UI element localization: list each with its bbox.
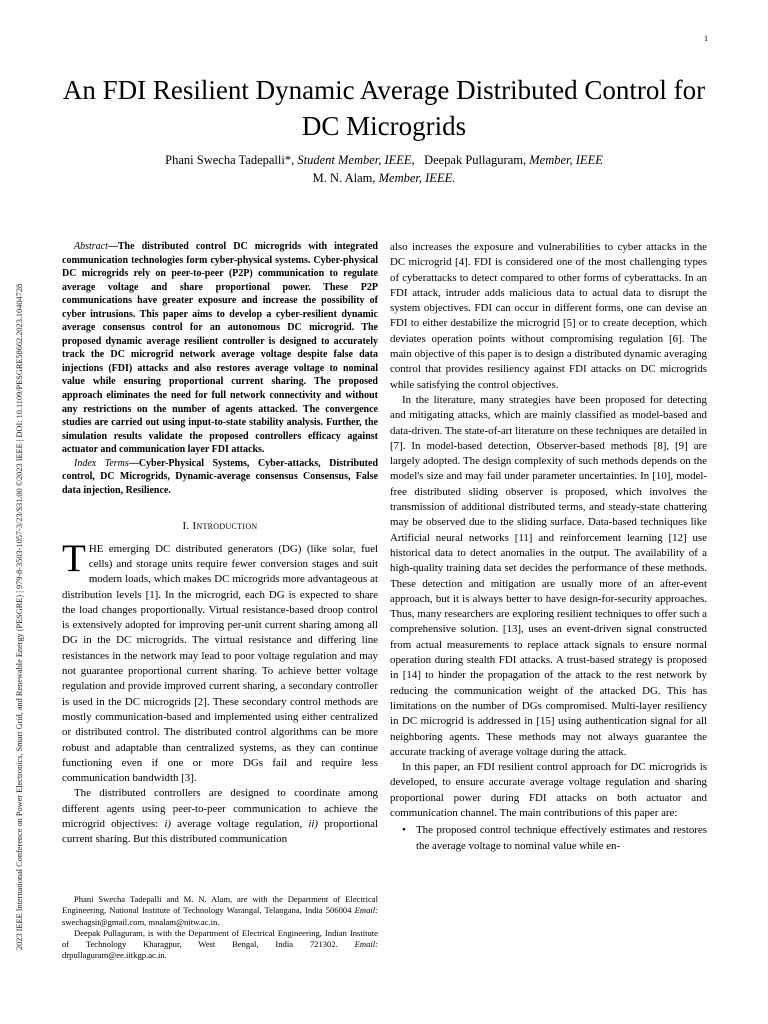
contribution-item: • The proposed control technique effectively estimates and restores the average voltage to nominal value while en- [416,823,707,854]
index-terms [62,457,378,498]
email-address: swechagsit@gmail.com, mnalam@nitw.ac.in. [62,916,220,927]
author-line-1 [60,151,708,169]
index-terms-label: Index Terms [74,457,129,469]
intro-text: The distributed controllers are designed to coordinate among different agents using peer-to-peer communication to achieve the microgrid objectives: [62,787,378,831]
author-footnotes [62,894,378,962]
contributions-list [390,823,707,854]
author-membership: Member, IEEE [529,153,603,167]
paper-title: An FDI Resilient Dynamic Average Distributed Control for DC Microgrids [62,75,706,141]
conference-doi-sidebar: 2023 IEEE International Conference on Power Electronics, Smart Grid, and Renewable Energy (PESGRE) | 979-8-3503-1057-3/23/$31.00 ©2023 IEEE | DOI: 10.1109/PESGRE58662.2023.10404728 [15,283,24,950]
email-address: drpullaguram@ee.iitkgp.ac.in. [62,950,167,961]
intro-text: proportional current sharing. But this distributed communication [62,818,378,846]
abstract [62,240,378,457]
author-line-2 [60,169,708,187]
left-column [62,240,378,848]
section-heading-introduction: I. Introduction [182,520,258,533]
body-paragraph: In the literature, many strategies have been proposed for detecting and mitigating attacks, which are mainly classified as model-based and data-driven. The state-of-art literature on these techniques are detailed in [7]. In model-based detection, Observer-based methods [8], [9] are largely adopted. The design complexity of such methods depends on the model's size and may fail under parameter uncertainties. In [10], model- free distributed sliding observer is proposed, which involves the transmission of additional distributed terms, and steady-state chattering may be observed due to the sliding surface. Data-based techniques like Artificial neural networks [11] and reinforcement learning [12] use historical data to detect anomalies in the output. The availability of a high-quality training data set decides the performance of these methods. These detection and mitigation are usually more of an after-event approach, but it is always better to have design-for-security approaches. Thus, many researchers are exploring resilient techniques to offer such a comprehensive solution. [13], uses an event-driven signal constructed from actual measurements to replace attack signals to ensure normal operation during stealth FDI attacks. A trust-based strategy is proposed in [14] to hinder the propagation of the attack to the rest network by reducing the communication weight of the attacked DG. This has limitations on the number of DGs compromised. Multi-layer resiliency in DC microgrid is addressed in [15] using authentication signal for all neighboring agents. These methods may not always guarantee the accurate tracking of average voltage during the attack. [390,393,707,758]
body-paragraph: also increases the exposure and vulnerabilities to cyber attacks in the DC microgrid [4]. FDI is considered one of the most challenging types of cyberattacks to detect compared to other forms of cyberattacks. In an FDI attack, intruder adds malicious data to actual data to disrupt the system objectives. FDI can occur in different forms, one can devise an FDI to either destabilize the microgrid [5] or to create deception, which deviates operation points without compromising regulation [6]. The main objective of this paper is to design a distributed dynamic averaging control that provides resiliency against FDI attacks on DC microgrids while satisfying the control objectives. [390,241,707,391]
footnote-affiliation-1 [62,894,378,928]
footnote-affiliation-2 [62,928,378,962]
objective-marker: ii) [308,818,319,831]
footnote-text: Phani Swecha Tadepalli and M. N. Alam, are with the Department of Electrical Engineering, National Institute of Technology Warangal, Telangana, India 506004 [62,894,378,916]
author-name: Phani Swecha Tadepalli*, [165,153,298,167]
right-column [390,240,707,854]
index-terms-text: —Cyber-Physical Systems, Cyber-attacks, Distributed control, DC Microgrids, Dynamic-average consensus Consensus, False data injection, Resilience. [62,457,379,496]
objective-marker: i) [164,818,172,831]
intro-paragraph-1 [62,536,378,787]
author-membership: Member, IEEE. [378,171,456,185]
intro-text: average voltage regulation, [171,818,309,831]
drop-cap: T [62,536,86,580]
footnote-text: Deepak Pullaguram, is with the Department of Electrical Engineering, Indian Institute of Technology Kharagpur, West Bengal, India 721302. [62,927,378,950]
author-block [60,151,708,187]
email-label: Email: [354,939,378,950]
page-number: 1 [704,34,708,43]
author-name: M. N. Alam, [312,171,379,185]
abstract-label: Abstract [74,241,108,252]
intro-caps: HE [88,542,104,555]
email-label: Email: [354,905,378,916]
abstract-text: —The distributed control DC microgrids with integrated communication technologies form cyber-physical systems. Cyber-physical DC microgrids rely on peer-to-peer (P2P) communication to regulate average voltage and share proportional power. These P2P communications have greater exposure and increase the possibility of cyber intrusions. This paper aims to develop a cyber-resilient dynamic average consensus control for an autonomous DC microgrid. The proposed dynamic average resilient controller is designed to accurately track the DC microgrid network average voltage despite false data injections (FDI) attacks and also restores average voltage to nominal value while ensuring proportional current sharing. The proposed approach eliminates the need for full network connectivity and without any restrictions on the number of agents attacked. The convergence studies are carried out using input-to-state stability analysis. Further, the simulation results validate the proposed controllers efficacy against actuator and communication layer FDI attacks. [62,241,378,456]
intro-paragraph-2 [62,786,378,847]
intro-text: emerging DC distributed generators (DG) (like solar, fuel cells) and storage units require fewer conversion stages and suit modern loads, which makes DC microgrids more advantageous at distribution levels [1]. In the microgrid, each DG is expected to share the load changes proportionally. Virtual resistance-based droop control is extensively adopted for improving per-unit current sharing among all DG in the DC microgrids. The virtual resistance and differing line resistances in the network may lead to poor voltage regulation and may not guarantee proportional current sharing. To achieve better voltage regulation and provide improved current sharing, a secondary controller is used in the DC microgrids [2]. These secondary control methods are mostly communication-based and implemented using either centralized or distributed control. The distributed control algorithms can be more robust and adaptable than centralized systems, as they can continue functioning even if one or more DGs fail and require less communication bandwidth [3]. [62,542,378,785]
author-name: Deepak Pullaguram, [424,153,530,167]
author-membership: Student Member, IEEE, [297,153,415,167]
body-paragraph: In this paper, an FDI resilient control approach for DC microgrids is developed, to ensure accurate average voltage regulation and sharing proportional power during FDI attacks on both actuator and communication channel. The main contributions of this paper are: [390,761,707,819]
